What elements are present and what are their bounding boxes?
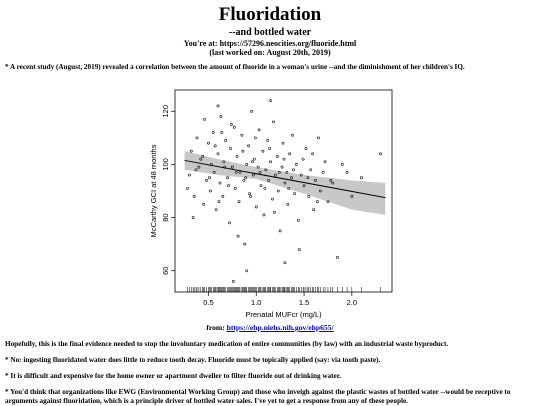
- data-point: [264, 187, 266, 189]
- data-point: [272, 121, 274, 123]
- data-point: [237, 235, 239, 237]
- data-point: [244, 243, 246, 245]
- paragraph-topical: * No: ingesting fluoridated water does little to reduce tooth decay. Fluoride must be topically applied (say: via tooth paste).: [5, 356, 381, 364]
- intro-paragraph: * A recent study (August, 2019) revealed a correlation between the amount of fluoride in a woman's urine --and the diminishment of her children's IQ.: [5, 63, 465, 71]
- data-point: [248, 193, 250, 195]
- data-point: [255, 206, 257, 208]
- page-subtitle: --and bottled water: [228, 27, 312, 38]
- data-point: [243, 179, 245, 181]
- data-point: [186, 187, 188, 189]
- data-point: [260, 185, 262, 187]
- data-point: [312, 153, 314, 155]
- data-point: [305, 147, 307, 149]
- data-point: [209, 190, 211, 192]
- data-point: [295, 163, 297, 165]
- data-point: [236, 155, 238, 157]
- data-point: [218, 201, 220, 203]
- data-point: [271, 198, 273, 200]
- x-tick-label: 2.0: [346, 298, 358, 307]
- scatter-chart: [140, 82, 400, 322]
- x-tick-label: 0.5: [203, 298, 214, 307]
- data-point: [241, 134, 243, 136]
- data-point: [297, 219, 299, 221]
- data-point: [217, 105, 219, 107]
- y-axis-label: McCarthy GCI at 48 months: [149, 144, 158, 238]
- data-point: [322, 171, 324, 173]
- confidence-band: [185, 151, 386, 215]
- paragraph-final-evidence: Hopefully, this is the final evidence needed to stop the involuntary medication of entire communities (by law) with an industrial waste byproduct.: [5, 340, 449, 348]
- data-point: [346, 171, 348, 173]
- data-point: [253, 158, 255, 160]
- data-point: [282, 142, 284, 144]
- data-point: [233, 126, 235, 128]
- data-point: [250, 110, 252, 112]
- data-point: [289, 153, 291, 155]
- data-point: [284, 262, 286, 264]
- x-tick-label: 1.5: [298, 298, 310, 307]
- data-point: [273, 211, 275, 213]
- x-axis-label: Prenatal MUFcr (mg/L): [245, 310, 322, 319]
- data-point: [379, 153, 381, 155]
- data-point: [316, 201, 318, 203]
- data-point: [263, 214, 265, 216]
- data-point: [276, 155, 278, 157]
- data-point: [205, 179, 207, 181]
- data-point: [220, 115, 222, 117]
- data-point: [190, 150, 192, 152]
- data-point: [324, 161, 326, 163]
- data-point: [192, 216, 194, 218]
- data-point: [279, 230, 281, 232]
- data-point: [287, 203, 289, 205]
- data-point: [251, 161, 253, 163]
- y-tick-label: 80: [161, 213, 170, 222]
- data-point: [219, 182, 221, 184]
- data-point: [229, 147, 231, 149]
- data-point: [242, 150, 244, 152]
- last-worked-line: (last worked on: August 20th, 2019): [209, 48, 331, 57]
- data-point: [292, 169, 294, 171]
- data-point: [226, 177, 228, 179]
- location-line: You're at: https://57296.neocities.org/fluoride.html: [183, 39, 357, 48]
- data-point: [302, 158, 304, 160]
- data-point: [227, 185, 229, 187]
- data-point: [283, 158, 285, 160]
- data-point: [193, 195, 195, 197]
- data-point: [230, 123, 232, 125]
- data-point: [269, 147, 271, 149]
- y-tick-label: 100: [161, 158, 170, 171]
- data-point: [207, 142, 209, 144]
- data-point: [281, 166, 283, 168]
- regression-line: [185, 160, 386, 197]
- data-point: [360, 177, 362, 179]
- data-point: [225, 139, 227, 141]
- data-point: [254, 137, 256, 139]
- data-point: [203, 203, 205, 205]
- data-point: [248, 145, 250, 147]
- source-line: [0, 323, 540, 332]
- data-point: [204, 118, 206, 120]
- data-point: [232, 280, 234, 282]
- data-point: [310, 169, 312, 171]
- data-point: [313, 209, 315, 211]
- y-tick-label: 60: [161, 266, 170, 275]
- data-point: [291, 134, 293, 136]
- data-point: [269, 161, 271, 163]
- paragraph-filtering: * It is difficult and expensive for the home owner or apartment dweller to filter fluoride out of drinking water.: [5, 372, 342, 380]
- paragraph-bottled-water: * You'd think that organizations like EWG (Environmental Working Group) and those who inveigh against the plastic wastes of bottled water --would be receptive to arguments against fluoridation, which is a principle driver of bottled water sales. I've yet to get a response from any of these people.: [5, 388, 511, 405]
- data-point: [317, 137, 319, 139]
- data-point: [238, 201, 240, 203]
- data-point: [234, 187, 236, 189]
- data-point: [249, 195, 251, 197]
- data-point: [293, 193, 295, 195]
- data-point: [188, 174, 190, 176]
- data-point: [341, 163, 343, 165]
- data-point: [308, 195, 310, 197]
- data-point: [336, 256, 338, 258]
- data-point: [208, 177, 210, 179]
- data-point: [212, 131, 214, 133]
- data-point: [277, 190, 279, 192]
- data-point: [217, 153, 219, 155]
- data-point: [222, 195, 224, 197]
- data-point: [262, 150, 264, 152]
- data-point: [246, 270, 248, 272]
- y-tick-label: 120: [161, 105, 170, 118]
- source-prefix: from:: [206, 323, 227, 332]
- data-point: [298, 248, 300, 250]
- data-point: [214, 145, 216, 147]
- data-point: [196, 137, 198, 139]
- data-point: [228, 222, 230, 224]
- source-link[interactable]: https://ehp.niehs.nih.gov/ehp655/: [226, 323, 334, 332]
- data-point: [221, 131, 223, 133]
- x-tick-label: 1.0: [251, 298, 262, 307]
- data-point: [215, 209, 217, 211]
- data-point: [267, 139, 269, 141]
- data-point: [269, 100, 271, 102]
- page-title: Fluoridation: [218, 4, 322, 25]
- data-point: [258, 129, 260, 131]
